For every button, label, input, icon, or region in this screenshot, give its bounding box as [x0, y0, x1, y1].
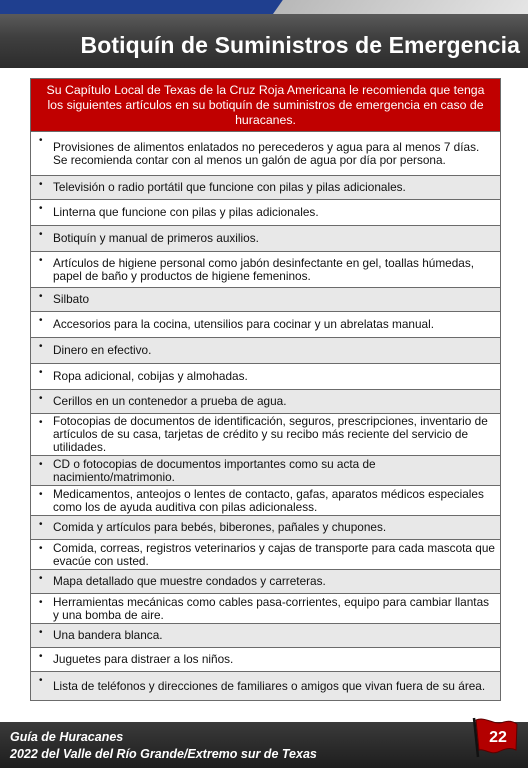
list-item: [31, 252, 500, 288]
list-item: [31, 456, 500, 486]
list-item-text: Provisiones de alimentos enlatados no perecederos y agua para al menos 7 días. Se recomienda contar con al menos un galón de agua por día por persona.: [53, 139, 480, 167]
bullet-icon: •: [39, 315, 43, 326]
list-item-text: Lista de teléfonos y direcciones de familiares o amigos que vivan fuera de su área.: [53, 678, 486, 693]
bullet-icon: •: [39, 597, 43, 608]
intro-text: Su Capítulo Local de Texas de la Cruz Roja Americana le recomienda que tenga los siguientes artículos en su botiquín de suministros de emergencia en caso de huracanes.: [31, 79, 500, 132]
list-item-text: Comida y artículos para bebés, biberones, pañales y chupones.: [53, 520, 387, 534]
bullet-icon: •: [39, 179, 43, 190]
list-item: [31, 570, 500, 594]
header-blue-stripe: [0, 0, 297, 14]
list-item: [31, 516, 500, 540]
bullet-icon: •: [39, 135, 43, 146]
header-light-stripe: [273, 0, 528, 14]
list-item: [31, 486, 500, 516]
page-number: 22: [489, 729, 507, 746]
page-footer: [0, 722, 528, 768]
list-item: [31, 226, 500, 252]
bullet-icon: •: [39, 341, 43, 352]
list-item-text: Ropa adicional, cobijas y almohadas.: [53, 369, 248, 383]
supplies-table: [30, 78, 501, 701]
bullet-icon: •: [39, 229, 43, 240]
list-item-text: Herramientas mecánicas como cables pasa-corrientes, equipo para cambiar llantas y una bomba de aire.: [53, 594, 490, 622]
list-item: [31, 288, 500, 312]
bullet-icon: •: [39, 367, 43, 378]
list-item-text: Comida, correas, registros veterinarios y cajas de transporte para cada mascota que evacúe con usted.: [53, 540, 495, 568]
list-item-text: Artículos de higiene personal como jabón desinfectante en gel, toallas húmedas, papel de baño y productos de higiene femeninos.: [53, 255, 475, 283]
bullet-icon: •: [39, 459, 43, 470]
supplies-list: [31, 132, 500, 700]
bullet-icon: •: [39, 573, 43, 584]
footer-region: 2022 del Valle del Río Grande/Extremo sur de Texas: [10, 747, 317, 761]
bullet-icon: •: [39, 489, 43, 500]
footer-guide-title: Guía de Huracanes: [10, 730, 124, 744]
list-item-text: Accesorios para la cocina, utensilios para cocinar y un abrelatas manual.: [53, 317, 434, 331]
bullet-icon: •: [39, 393, 43, 404]
page-title: Botiquín de Suministros de Emergencia: [80, 32, 520, 58]
list-item-text: Fotocopias de documentos de identificación, seguros, prescripciones, inventario de artículos de su casa, tarjetas de crédito y su recibo más reciente del servicio de utilidades.: [53, 414, 488, 454]
bullet-icon: •: [39, 627, 43, 638]
list-item-text: Mapa detallado que muestre condados y carreteras.: [53, 574, 326, 588]
list-item: [31, 364, 500, 390]
list-item-text: Juguetes para distraer a los niños.: [53, 652, 234, 666]
list-item: [31, 200, 500, 226]
bullet-icon: •: [39, 543, 43, 554]
bullet-icon: •: [39, 519, 43, 530]
list-item: [31, 338, 500, 364]
list-item: [31, 132, 500, 176]
list-item-text: Silbato: [53, 292, 90, 306]
list-item: [31, 672, 500, 700]
bullet-icon: •: [39, 203, 43, 214]
bullet-icon: •: [39, 651, 43, 662]
list-item: [31, 414, 500, 456]
list-item-text: CD o fotocopias de documentos importantes como su acta de nacimiento/matrimonio.: [53, 456, 376, 484]
list-item-text: Botiquín y manual de primeros auxilios.: [53, 231, 259, 245]
list-item-text: Televisión o radio portátil que funcione con pilas y pilas adicionales.: [53, 180, 406, 194]
page-header: [0, 0, 528, 68]
list-item: [31, 176, 500, 200]
list-item-text: Medicamentos, anteojos o lentes de contacto, gafas, aparatos médicos especiales como los de ayuda auditiva con pilas adicionaless.: [53, 486, 484, 514]
list-item: [31, 648, 500, 672]
list-item-text: Dinero en efectivo.: [53, 343, 152, 357]
list-item: [31, 312, 500, 338]
list-item: [31, 624, 500, 648]
bullet-icon: •: [39, 255, 43, 266]
bullet-icon: •: [39, 675, 43, 686]
bullet-icon: •: [39, 417, 43, 428]
list-item: [31, 390, 500, 414]
list-item-text: Una bandera blanca.: [53, 628, 163, 642]
list-item: [31, 594, 500, 624]
bullet-icon: •: [39, 291, 43, 302]
list-item: [31, 540, 500, 570]
list-item-text: Cerillos en un contenedor a prueba de agua.: [53, 394, 287, 408]
list-item-text: Linterna que funcione con pilas y pilas adicionales.: [53, 205, 319, 219]
